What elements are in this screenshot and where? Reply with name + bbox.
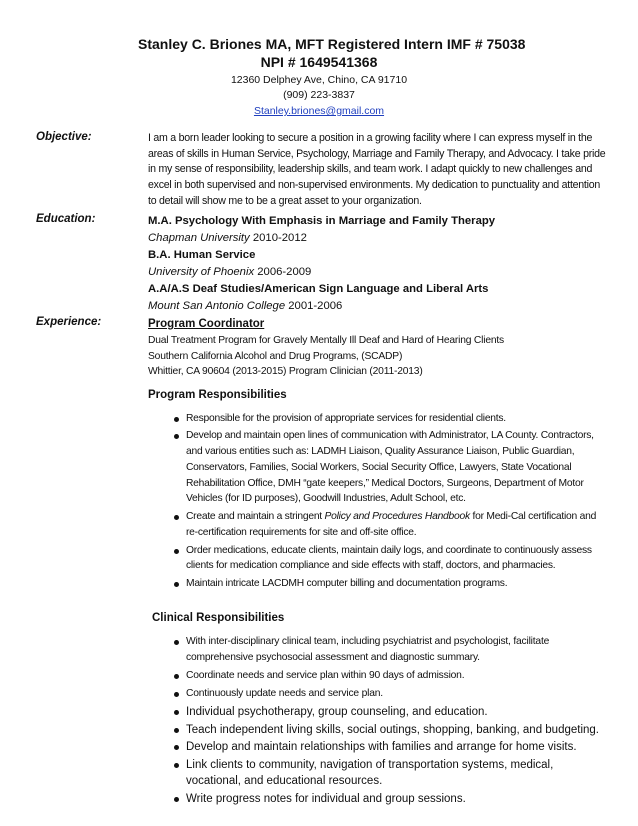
objective-label: Objective:: [36, 131, 92, 143]
list-item-text: Responsible for the provision of appropriate services for residential clients.: [186, 412, 506, 424]
list-item-text: Link clients to community, navigation of transportation systems, medical, vocational, and educational resources.: [186, 758, 554, 787]
bullet-icon: [174, 434, 179, 439]
name-title-line: Stanley C. Briones MA, MFT Registered Intern IMF # 75038: [138, 36, 526, 52]
email-link[interactable]: Stanley.briones@gmail.com: [253, 105, 385, 117]
education-list: [148, 213, 608, 315]
list-item-text: Write progress notes for individual and group sessions.: [186, 792, 466, 805]
list-item: [148, 722, 608, 738]
education-school-line: [148, 230, 608, 247]
bullet-icon: [174, 692, 179, 697]
list-item: [148, 704, 608, 720]
education-school-line: [148, 298, 608, 315]
list-item: [148, 411, 608, 427]
list-item-text: With inter-disciplinary clinical team, including psychiatrist and psychologist, facilitate comprehensive psychosocial assessment and diagnostic summary.: [186, 635, 550, 663]
job-employer: Southern California Alcohol and Drug Programs, (SCADP): [148, 350, 403, 362]
list-item-text: Teach independent living skills, social outings, shopping, banking, and budgeting.: [186, 723, 600, 736]
education-school: University of Phoenix: [148, 266, 255, 278]
clinical-responsibilities-list-continued: [148, 704, 608, 807]
bullet-icon: [174, 674, 179, 679]
education-school-line: [148, 264, 608, 281]
bullet-icon: [174, 640, 179, 645]
education-years: 2010-2012: [252, 232, 307, 244]
education-school: Mount San Antonio College: [148, 300, 286, 312]
clinical-responsibilities-heading: Clinical Responsibilities: [152, 611, 285, 624]
education-degree: A.A/A.S Deaf Studies/American Sign Language and Liberal Arts: [148, 283, 489, 295]
list-item: [148, 576, 608, 592]
experience-label: Experience:: [36, 316, 102, 328]
education-label: Education:: [36, 213, 96, 225]
address-line: 12360 Delphey Ave, Chino, CA 91710: [230, 74, 408, 86]
phone-number: (909) 223-3837: [283, 89, 355, 101]
list-item: [148, 509, 608, 540]
bullet-icon: [174, 549, 179, 554]
education-degree: M.A. Psychology With Emphasis in Marriage and Family Therapy: [148, 215, 496, 227]
list-item-text: Continuously update needs and service plan.: [186, 687, 383, 699]
list-item-text: Develop and maintain open lines of communication with Administrator, LA County. Contractors, and various entities such as: LADMH Liaison, Quality Assurance Liaison, Public Guardian, Conservators, Families, Social Workers, Social Security Office, Lawyers, State Vocational Rehabilitation Office, DMH “gate keepers,” Medical Doctors, Surgeons, Department of Motor Vehicles (for ID purposes), Goodwill Industries, Adult School, etc.: [186, 430, 594, 505]
education-years: 2001-2006: [288, 300, 343, 312]
job-program: Dual Treatment Program for Gravely Mentally Ill Deaf and Hard of Hearing Clients: [148, 335, 504, 346]
bullet-icon: [174, 797, 179, 802]
bullet-icon: [174, 763, 179, 768]
list-item: [148, 428, 608, 507]
bullet-icon: [174, 417, 179, 422]
bullet-icon: [174, 745, 179, 750]
list-item: [148, 791, 608, 807]
bullet-icon: [174, 728, 179, 733]
job-location-dates: Whittier, CA 90604 (2013-2015) Program Clinician (2011-2013): [148, 366, 423, 377]
list-item-text: Individual psychotherapy, group counseling, and education.: [186, 705, 488, 718]
list-item-text: Create and maintain a stringent: [186, 511, 325, 523]
bullet-icon: [174, 582, 179, 587]
list-item: [148, 668, 608, 684]
list-item: [148, 634, 608, 665]
education-degree: B.A. Human Service: [148, 249, 256, 261]
npi-number: NPI # 1649541368: [260, 54, 378, 70]
list-item-text: Order medications, educate clients, maintain daily logs, and coordinate to continuously assess clients for medication compliance and side effects with staff, doctors, and pharmacies.: [186, 544, 592, 572]
bullet-icon: [174, 515, 179, 520]
list-item-text: Coordinate needs and service plan within 90 days of admission.: [186, 669, 465, 681]
list-item-text: Develop and maintain relationships with families and arrange for home visits.: [186, 741, 577, 754]
job-title: Program Coordinator: [148, 318, 265, 330]
list-item-text: Maintain intricate LACDMH computer billing and documentation programs.: [186, 578, 508, 590]
experience-content: [148, 316, 608, 808]
list-item: [148, 757, 608, 789]
list-item-text-tail: for Medi-Cal certification and re-certification requirements for site and off-site office.: [186, 511, 597, 538]
clinical-responsibilities-list: [148, 634, 608, 701]
program-responsibilities-heading: Program Responsibilities: [148, 388, 287, 401]
education-years: 2006-2009: [257, 266, 312, 278]
list-item: [148, 739, 608, 755]
education-school: Chapman University: [148, 232, 250, 244]
bullet-icon: [174, 710, 179, 715]
policy-handbook-title: Policy and Procedures Handbook: [324, 511, 470, 523]
objective-text: I am a born leader looking to secure a position in a growing facility where I can express myself in the areas of skills in Human Service, Psychology, Marriage and Family Therapy, and Advocacy. I take pride in my sense of responsibility, leadership skills, and team work. I adapt quickly to new challenges and excel in both supervised and non-supervised environments. My dedication to punctuality and attention to detail will show me to be a great asset to your organization.: [148, 132, 606, 207]
list-item: [148, 543, 608, 574]
program-responsibilities-list: [148, 411, 608, 592]
list-item: [148, 686, 608, 702]
